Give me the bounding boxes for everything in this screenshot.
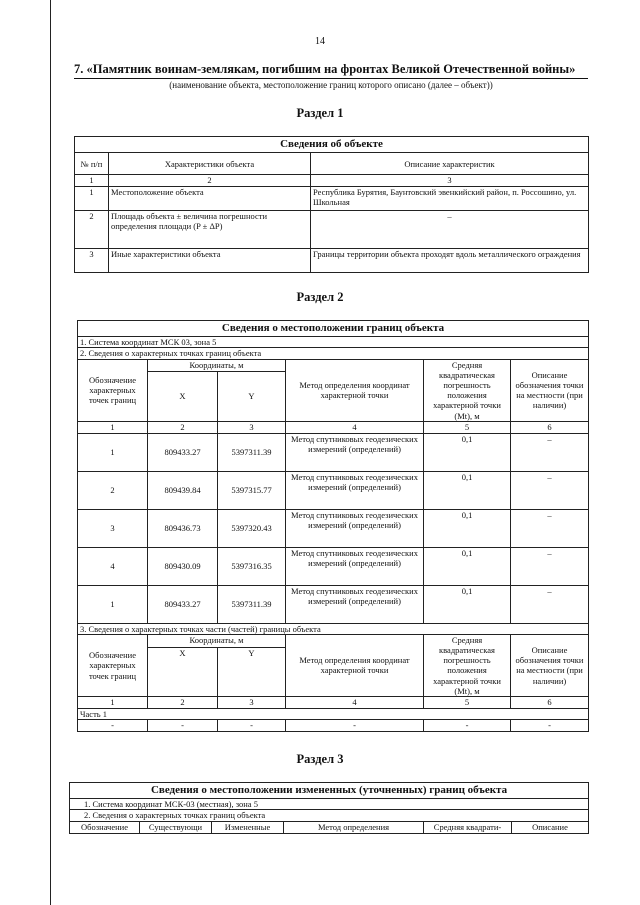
row-number: 2 [75,211,109,249]
method: Метод спутниковых геодезических измерений (определений) [286,471,424,509]
coordinate-system-line: 1. Система координат МСК 03, зона 5 [78,337,589,348]
point-label: 1 [78,585,148,623]
mt-value: 0,1 [424,585,511,623]
page-number: 14 [315,36,325,47]
coord-y: 5397316.35 [218,547,286,585]
col-number: 3 [218,421,286,433]
part-label: Часть 1 [78,709,589,720]
empty-dash: - [424,720,511,732]
header-y: Y [218,372,286,421]
col-number: 1 [75,175,109,187]
col-number: 1 [78,697,148,709]
coord-x: 809433.27 [148,585,218,623]
point-label: 3 [78,509,148,547]
changed-table-title: Сведения о местоположении измененных (уточненных) границ объекта [70,783,589,799]
boundary-table-title: Сведения о местоположении границ объекта [78,321,589,337]
col-number: 5 [424,421,511,433]
heading-caption: (наименование объекта, местоположение границ которого описано (далее – объект)) [169,80,493,90]
description: Республика Бурятия, Баунтовский эвенкийский район, п. Россошино, ул. Школьная [311,187,589,211]
mt-value: 0,1 [424,471,511,509]
coord-y: 5397311.39 [218,433,286,471]
table-row [75,211,589,249]
characteristic: Иные характеристики объекта [109,249,311,273]
coord-y: 5397315.77 [218,471,286,509]
header-y: Y [218,648,286,697]
header-point-description: Описание обозначения точки на местности (при наличии) [511,634,589,696]
description: Границы территории объекта проходят вдоль металлического ограждения [311,249,589,273]
point-description: – [511,547,589,585]
section-1-title: Раздел 1 [296,106,344,120]
header-point-label: Обозначение [70,821,140,833]
table-row [75,187,589,211]
table-row [78,720,589,732]
coord-x: 809439.84 [148,471,218,509]
header-method: Метод определения [284,821,424,833]
boundary-points-table [77,320,589,732]
mt-value: 0,1 [424,547,511,585]
method: Метод спутниковых геодезических измерений (определений) [286,547,424,585]
header-method: Метод определения координат характерной точки [286,634,424,696]
object-info-table-title: Сведения об объекте [75,137,589,153]
section-3-title: Раздел 3 [296,752,344,766]
header-method: Метод определения координат характерной точки [286,359,424,421]
row-number: 3 [75,249,109,273]
col-number: 5 [424,697,511,709]
description: – [311,211,589,249]
part-points-caption: 3. Сведения о характерных точках части (частей) границы объекта [78,623,589,634]
header-mt: Средняя квадрати- [424,821,512,833]
header-description: Описание [512,821,589,833]
object-heading: 7. «Памятник воинам-землякам, погибшим на фронтах Великой Отечественной войны» [74,62,576,76]
boundary-points-caption: 2. Сведения о характерных точках границ объекта [78,348,589,359]
coordinate-system-line: 1. Система координат МСК-03 (местная), зона 5 [70,799,589,810]
point-description: – [511,585,589,623]
coord-y: 5397320.43 [218,509,286,547]
col-number: 4 [286,697,424,709]
mt-value: 0,1 [424,433,511,471]
table-row [78,471,589,509]
section-2-title: Раздел 2 [296,290,344,304]
col-number: 1 [78,421,148,433]
coord-x: 809430.09 [148,547,218,585]
point-description: – [511,433,589,471]
method: Метод спутниковых геодезических измерений (определений) [286,585,424,623]
header-mt: Средняя квадратическая погрешность положения характерной точки (Mt), м [424,359,511,421]
table-row [78,547,589,585]
boundary-points-caption: 2. Сведения о характерных точках границ объекта [70,810,589,821]
header-point-description: Описание обозначения точки на местности (при наличии) [511,359,589,421]
col-number: 2 [148,697,218,709]
coord-x: 809436.73 [148,509,218,547]
header-characteristics: Характеристики объекта [109,153,311,175]
header-coordinates: Координаты, м [148,634,286,647]
characteristic: Местоположение объекта [109,187,311,211]
characteristic: Площадь объекта ± величина погрешности определения площади (P ± ΔP) [109,211,311,249]
col-number: 2 [148,421,218,433]
header-x: X [148,648,218,697]
empty-dash: - [286,720,424,732]
col-number: 2 [109,175,311,187]
row-number: 1 [75,187,109,211]
coord-y: 5397311.39 [218,585,286,623]
empty-dash: - [218,720,286,732]
mt-value: 0,1 [424,509,511,547]
header-point-label: Обозначение характерных точек границ [78,359,148,421]
page-margin-line [50,0,51,905]
table-row [78,433,589,471]
header-mt: Средняя квадратическая погрешность положения характерной точки (Mt), м [424,634,511,696]
object-info-table [74,136,589,273]
header-existing: Существующи [140,821,212,833]
table-row [78,585,589,623]
method: Метод спутниковых геодезических измерений (определений) [286,433,424,471]
col-number: 3 [311,175,589,187]
point-label: 2 [78,471,148,509]
table-row [75,249,589,273]
point-label: 1 [78,433,148,471]
header-description: Описание характеристик [311,153,589,175]
point-label: 4 [78,547,148,585]
empty-dash: - [148,720,218,732]
header-changed: Измененные [212,821,284,833]
col-number: 6 [511,697,589,709]
method: Метод спутниковых геодезических измерений (определений) [286,509,424,547]
header-x: X [148,372,218,421]
col-number: 4 [286,421,424,433]
col-number: 6 [511,421,589,433]
coord-x: 809433.27 [148,433,218,471]
header-coordinates: Координаты, м [148,359,286,372]
col-number: 3 [218,697,286,709]
empty-dash: - [511,720,589,732]
header-number: № п/п [75,153,109,175]
changed-boundaries-table [69,782,589,834]
empty-dash: - [78,720,148,732]
point-description: – [511,509,589,547]
point-description: – [511,471,589,509]
heading-underline [74,78,588,79]
header-point-label: Обозначение характерных точек границ [78,634,148,696]
table-row [78,509,589,547]
